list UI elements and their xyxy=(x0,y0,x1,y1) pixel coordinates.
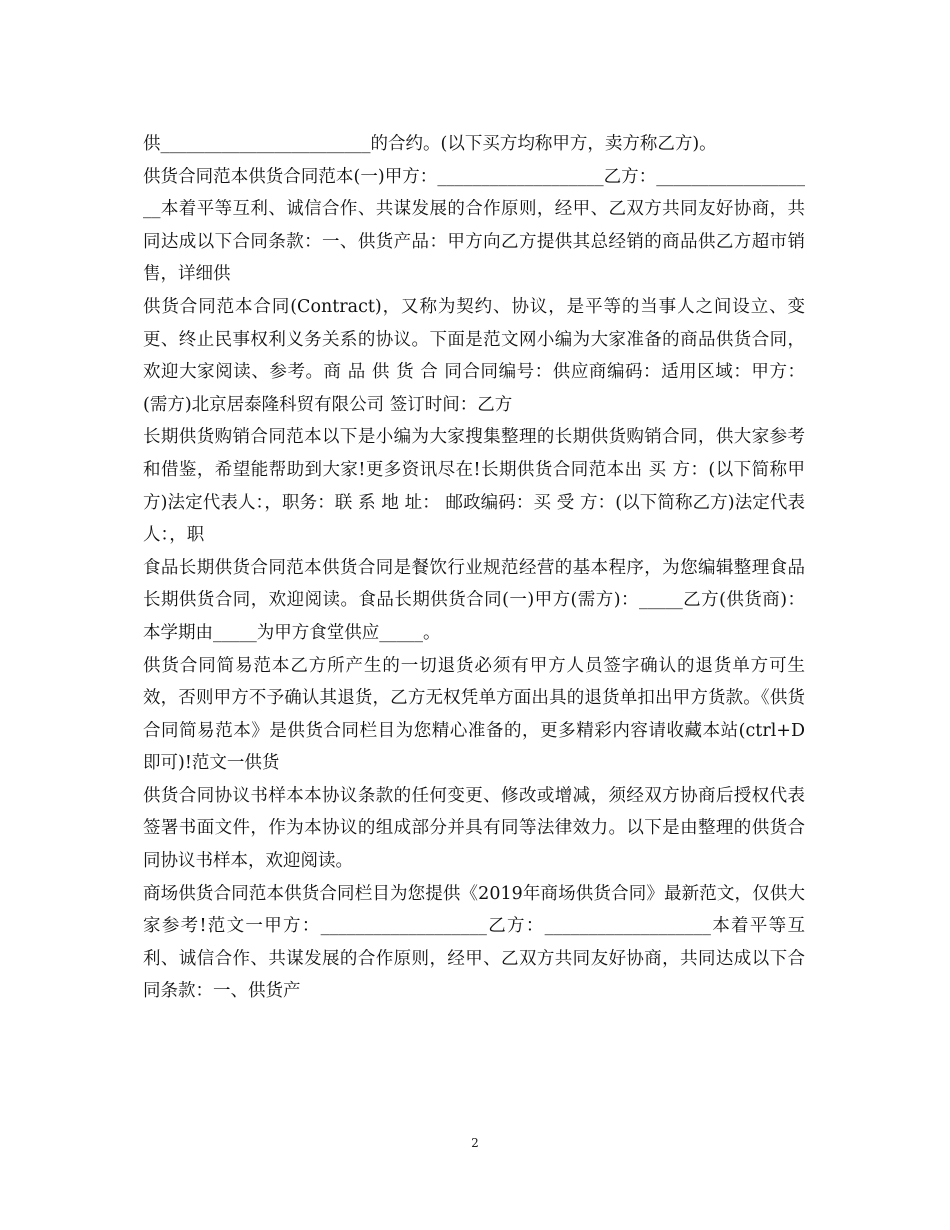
paragraph-mall-supply-contract: 商场供货合同范本供货合同栏目为您提供《2019年商场供货合同》最新范文，仅供大家参考!范文一甲方：___________________乙方：___________________本着平等互利、诚信合作、共谋发展的合作原则，经甲、乙双方共同友好协商，共同达成以下合同条款：一、供货产 xyxy=(143,883,805,1002)
paragraph-supply-agreement-sample: 供货合同协议书样本本协议条款的任何变更、修改或增减，须经双方协商后授权代表签署书面文件，作为本协议的组成部分并具有同等法律效力。以下是由整理的供货合同协议书样本，欢迎阅读。 xyxy=(143,785,805,872)
page-number: 2 xyxy=(471,1136,479,1150)
paragraph-supply-contract-definition: 供货合同范本合同(Contract)，又称为契约、协议，是平等的当事人之间设立、变更、终止民事权利义务关系的协议。下面是范文网小编为大家准备的商品供货合同，欢迎大家阅读、参考。商 品 供 货 合 同合同编号：供应商编码：适用区域：甲方：(需方)北京居泰隆科贸有限公司 签订时间：乙方 xyxy=(143,296,805,415)
paragraph-simple-supply-contract: 供货合同简易范本乙方所产生的一切退货必须有甲方人员签字确认的退货单方可生效，否则甲方不予确认其退货，乙方无权凭单方面出具的退货单扣出甲方货款。《供货合同简易范本》是供货合同栏目为您精心准备的，更多精彩内容请收藏本站(ctrl+D 即可)!范文一供货 xyxy=(143,655,811,774)
document-body xyxy=(143,128,811,1008)
paragraph-intro: 供________________________的合约。(以下买方均称甲方，卖方称乙方)。 xyxy=(143,134,717,154)
paragraph-supply-contract-template-1: 供货合同范本供货合同范本(一)甲方：___________________乙方：___________________本着平等互利、诚信合作、共谋发展的合作原则，经甲、乙双方共同友好协商，共同达成以下合同条款：一、供货产品：甲方向乙方提供其总经销的商品供乙方超市销售，详细供 xyxy=(143,166,805,285)
paragraph-long-term-purchase-contract: 长期供货购销合同范本以下是小编为大家搜集整理的长期供货购销合同，供大家参考和借鉴，希望能帮助到大家!更多资讯尽在!长期供货合同范本出 买 方：(以下简称甲方)法定代表人：，职务：联 系 地 址： 邮政编码：买 受 方：(以下简称乙方)法定代表人：，职 xyxy=(143,427,805,546)
paragraph-food-supply-contract: 食品长期供货合同范本供货合同是餐饮行业规范经营的基本程序，为您编辑整理食品长期供货合同，欢迎阅读。食品长期供货合同(一)甲方(需方)：_____乙方(供货商)：本学期由_____为甲方食堂供应_____。 xyxy=(143,557,805,643)
